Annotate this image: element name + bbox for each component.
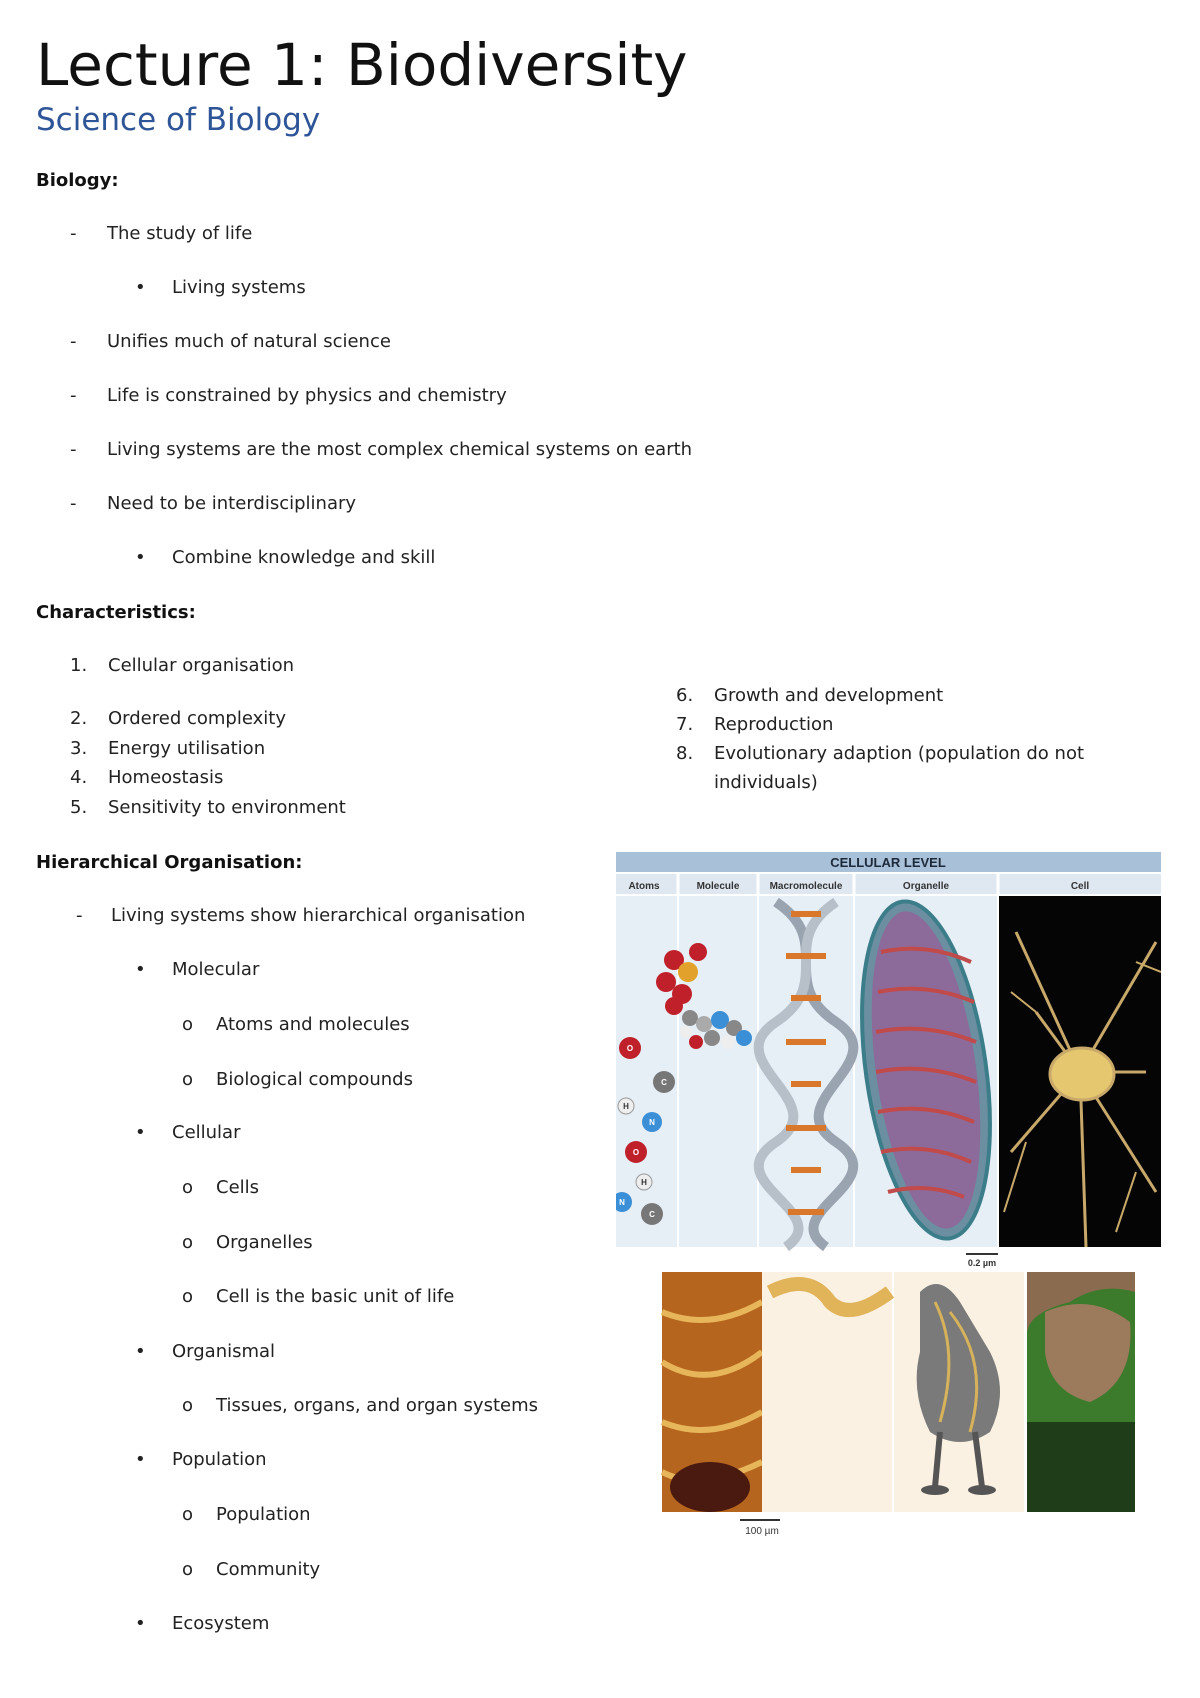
list-item: Cell is the basic unit of life (216, 1286, 455, 1307)
cellular-level-illustration (616, 852, 1161, 1272)
circle-marker: o (182, 1232, 194, 1253)
list-item: Atoms and molecules (216, 1014, 410, 1035)
list-item: Cells (216, 1177, 260, 1198)
atom-label: C (649, 1210, 655, 1219)
circle-marker: o (182, 1177, 194, 1198)
list-item: Living systems (172, 277, 306, 298)
atom-label: O (626, 1044, 634, 1053)
circle-marker: o (182, 1286, 194, 1307)
list-item: Cellular (172, 1122, 241, 1143)
atom-label: C (661, 1078, 667, 1087)
col-header-atoms: Atoms (628, 881, 660, 892)
atom-label: N (619, 1198, 625, 1207)
scale-label-bottom: 100 µm (745, 1526, 779, 1537)
list-item: Organismal (172, 1341, 276, 1362)
list-item: The study of life (107, 223, 253, 244)
list-number: 8. (676, 743, 694, 764)
list-item: Growth and development (714, 685, 944, 706)
atom-label: O (632, 1148, 640, 1157)
list-item: Ecosystem (172, 1613, 270, 1634)
list-item: Living systems are the most complex chemical systems on earth (107, 439, 693, 460)
list-item: Unifies much of natural science (107, 331, 391, 352)
tissue-organ-organism-illustration (590, 1272, 1162, 1547)
list-item: Cellular organisation (108, 655, 295, 676)
list-item: Evolutionary adaption (population do not (714, 743, 1085, 764)
list-item: Biological compounds (216, 1069, 413, 1090)
page-title: Lecture 1: Biodiversity (36, 31, 688, 99)
list-item: Organelles (216, 1232, 313, 1253)
atom-label: H (641, 1178, 647, 1187)
dash-marker: - (70, 223, 77, 244)
list-number: 6. (676, 685, 694, 706)
bullet-marker: • (135, 547, 146, 568)
list-number: 5. (70, 797, 88, 818)
list-item: Community (216, 1559, 321, 1580)
list-item: Reproduction (714, 714, 834, 735)
circle-marker: o (182, 1395, 194, 1416)
atom-label: N (649, 1118, 655, 1127)
bullet-marker: • (135, 277, 146, 298)
organismal-level-figure (590, 1272, 1162, 1547)
col-header-organelle: Organelle (902, 881, 950, 892)
list-item: Sensitivity to environment (108, 797, 346, 818)
col-header-molecule: Molecule (696, 881, 740, 892)
dash-marker: - (70, 385, 77, 406)
cellular-level-figure (616, 852, 1161, 1272)
circle-marker: o (182, 1504, 194, 1525)
circle-marker: o (182, 1559, 194, 1580)
bullet-marker: • (135, 1341, 146, 1362)
dash-marker: - (70, 331, 77, 352)
list-item: Tissues, organs, and organ systems (216, 1395, 539, 1416)
bullet-marker: • (135, 959, 146, 980)
list-number: 7. (676, 714, 694, 735)
bullet-marker: • (135, 1449, 146, 1470)
list-item: Energy utilisation (108, 738, 266, 759)
list-number: 2. (70, 708, 88, 729)
bullet-marker: • (135, 1613, 146, 1634)
list-number: 4. (70, 767, 88, 788)
list-item: Population (172, 1449, 267, 1470)
biology-heading: Biology: (36, 170, 119, 191)
list-item: Ordered complexity (108, 708, 286, 729)
circle-marker: o (182, 1069, 194, 1090)
list-item: Molecular (172, 959, 260, 980)
list-item: Combine knowledge and skill (172, 547, 436, 568)
list-item-continuation: individuals) (714, 772, 818, 793)
col-header-cell: Cell (1070, 881, 1090, 892)
bullet-marker: • (135, 1122, 146, 1143)
list-number: 1. (70, 655, 88, 676)
atom-label: H (623, 1102, 629, 1111)
dash-marker: - (70, 493, 77, 514)
list-number: 3. (70, 738, 88, 759)
list-item: Population (216, 1504, 311, 1525)
list-item: Homeostasis (108, 767, 224, 788)
figure-banner: CELLULAR LEVEL (830, 855, 946, 870)
scale-label-top: 0.2 µm (967, 1258, 997, 1268)
circle-marker: o (182, 1014, 194, 1035)
hierarchy-heading: Hierarchical Organisation: (36, 852, 303, 873)
dash-marker: - (76, 905, 83, 926)
dash-marker: - (70, 439, 77, 460)
col-header-macromolecule: Macromolecule (769, 881, 843, 892)
list-item: Living systems show hierarchical organisation (111, 905, 526, 926)
list-item: Need to be interdisciplinary (107, 493, 357, 514)
list-item: Life is constrained by physics and chemistry (107, 385, 507, 406)
page-subtitle: Science of Biology (36, 102, 321, 138)
characteristics-heading: Characteristics: (36, 602, 196, 623)
